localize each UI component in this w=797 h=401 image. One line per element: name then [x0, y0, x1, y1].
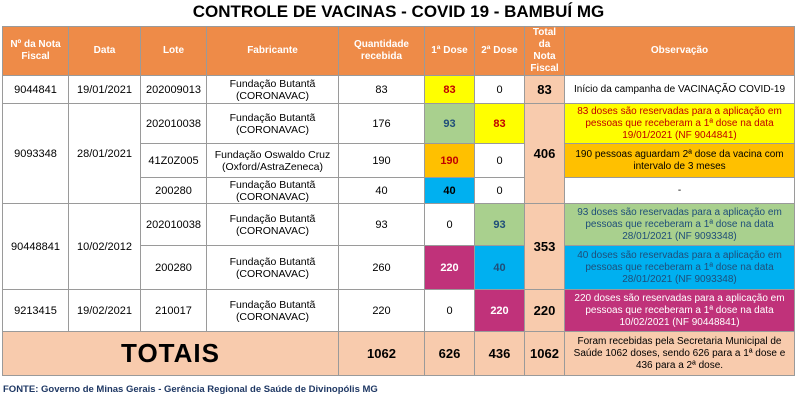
cell-total: 406 [525, 104, 565, 204]
cell-fabricante [207, 290, 339, 332]
cell-data: 19/01/2021 [69, 76, 141, 104]
cell-lote: 210017 [141, 290, 207, 332]
header-total: Total da Nota Fiscal [525, 27, 565, 76]
fab-vaccine: (CORONAVAC) [235, 123, 310, 136]
table-row [3, 104, 795, 144]
cell-nota: 9213415 [3, 290, 69, 332]
cell-dose1: 190 [425, 144, 475, 178]
totals-total: 1062 [525, 332, 565, 376]
cell-data: 28/01/2021 [69, 104, 141, 204]
cell-lote: 202009013 [141, 76, 207, 104]
vaccine-table [2, 26, 795, 376]
cell-obs: 83 doses são reservadas para a aplicação em pessoas que receberam a 1ª dose na data 19/01/2021 (NF 9044841) [565, 104, 795, 144]
fab-vaccine: (CORONAVAC) [235, 89, 310, 102]
cell-quantidade: 93 [339, 204, 425, 246]
cell-dose1: 93 [425, 104, 475, 144]
cell-total: 353 [525, 204, 565, 290]
cell-fabricante [207, 76, 339, 104]
cell-dose2: 40 [475, 246, 525, 290]
cell-dose1: 0 [425, 290, 475, 332]
table-row [3, 290, 795, 332]
table-row [3, 76, 795, 104]
header-obs: Observação [565, 27, 795, 76]
cell-data: 10/02/2012 [69, 204, 141, 290]
header-dose2: 2ª Dose [475, 27, 525, 76]
cell-dose1: 0 [425, 204, 475, 246]
cell-quantidade: 40 [339, 178, 425, 204]
cell-quantidade: 83 [339, 76, 425, 104]
cell-dose2: 0 [475, 144, 525, 178]
header-quantidade: Quantidade recebida [339, 27, 425, 76]
header-dose1: 1ª Dose [425, 27, 475, 76]
cell-dose2: 220 [475, 290, 525, 332]
cell-nota: 9044841 [3, 76, 69, 104]
cell-obs: 40 doses são reservadas para a aplicação em pessoas que receberam a 1ª dose na data 28/01/2021 (NF 9093348) [565, 246, 795, 290]
totals-quantidade: 1062 [339, 332, 425, 376]
fab-name: Fundação Butantã [229, 178, 316, 191]
cell-quantidade: 220 [339, 290, 425, 332]
fab-name: Fundação Butantã [229, 298, 316, 311]
cell-obs: 93 doses são reservadas para a aplicação em pessoas que receberam a 1ª dose na data 28/01/2021 (NF 9093348) [565, 204, 795, 246]
cell-dose1: 83 [425, 76, 475, 104]
cell-dose1: 40 [425, 178, 475, 204]
cell-dose2: 0 [475, 76, 525, 104]
cell-fabricante [207, 144, 339, 178]
cell-lote: 200280 [141, 178, 207, 204]
fab-name: Fundação Butantã [229, 255, 316, 268]
fab-vaccine: (CORONAVAC) [235, 310, 310, 323]
fab-name: Fundação Oswaldo Cruz [214, 148, 331, 161]
fab-name: Fundação Butantã [229, 77, 316, 90]
cell-lote: 41Z0Z005 [141, 144, 207, 178]
cell-obs: - [565, 178, 795, 204]
cell-fabricante [207, 246, 339, 290]
cell-dose1: 220 [425, 246, 475, 290]
totals-dose2: 436 [475, 332, 525, 376]
cell-fabricante [207, 204, 339, 246]
cell-obs: 220 doses são reservadas para a aplicação em pessoas que receberam a 1ª dose na data 10/02/2021 (NF 90448841) [565, 290, 795, 332]
totals-obs: Foram recebidas pela Secretaria Municipal de Saúde 1062 doses, sendo 626 para a 1ª dose e 436 para a 2ª dose. [565, 332, 795, 376]
header-row [3, 27, 795, 76]
cell-dose2: 0 [475, 178, 525, 204]
header-nota: Nº da Nota Fiscal [3, 27, 69, 76]
totals-label: TOTAIS [3, 332, 339, 376]
cell-total: 220 [525, 290, 565, 332]
fab-vaccine: (CORONAVAC) [235, 267, 310, 280]
header-lote: Lote [141, 27, 207, 76]
cell-obs: Início da campanha de VACINAÇÃO COVID-19 [565, 76, 795, 104]
cell-nota: 9093348 [3, 104, 69, 204]
fab-name: Fundação Butantã [229, 111, 316, 124]
page-title: CONTROLE DE VACINAS - COVID 19 - BAMBUÍ MG [192, 2, 605, 21]
totals-row [3, 332, 795, 376]
source-footer: FONTE: Governo de Minas Gerais - Gerência Regional de Saúde de Divinopólis MG [3, 384, 378, 395]
fab-vaccine: (CORONAVAC) [235, 224, 310, 237]
totals-dose1: 626 [425, 332, 475, 376]
cell-lote: 202010038 [141, 204, 207, 246]
cell-nota: 90448841 [3, 204, 69, 290]
cell-quantidade: 176 [339, 104, 425, 144]
cell-data: 19/02/2021 [69, 290, 141, 332]
fab-vaccine: (Oxford/AstraZeneca) [222, 160, 323, 173]
cell-quantidade: 190 [339, 144, 425, 178]
cell-fabricante [207, 178, 339, 204]
cell-obs: 190 pessoas aguardam 2ª dose da vacina com intervalo de 3 meses [565, 144, 795, 178]
table-row [3, 204, 795, 246]
cell-dose2: 93 [475, 204, 525, 246]
cell-lote: 200280 [141, 246, 207, 290]
header-data: Data [69, 27, 141, 76]
fab-vaccine: (CORONAVAC) [235, 190, 310, 203]
cell-dose2: 83 [475, 104, 525, 144]
fab-name: Fundação Butantã [229, 212, 316, 225]
cell-total: 83 [525, 76, 565, 104]
cell-fabricante [207, 104, 339, 144]
cell-lote: 202010038 [141, 104, 207, 144]
cell-quantidade: 260 [339, 246, 425, 290]
header-fabricante: Fabricante [207, 27, 339, 76]
